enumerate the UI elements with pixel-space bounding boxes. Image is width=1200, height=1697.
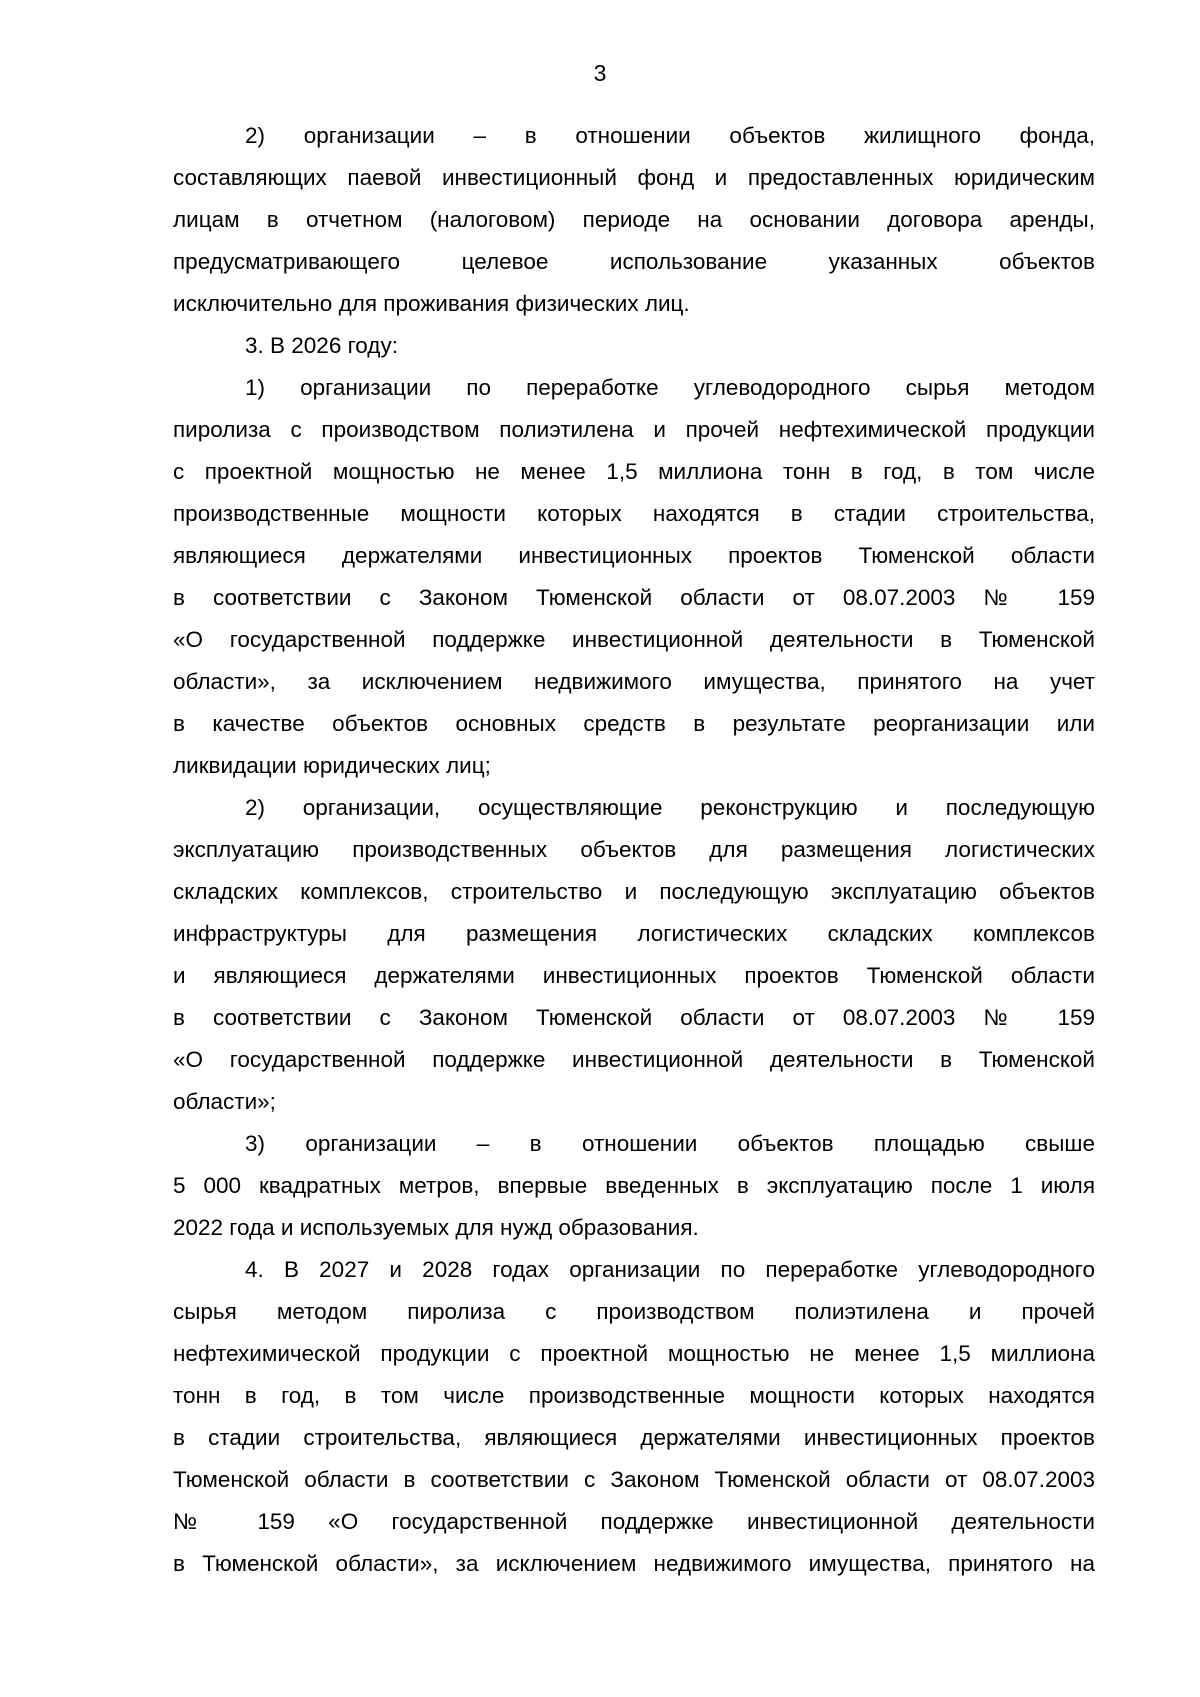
text-line: 3) организации – в отношении объектов площадью свыше bbox=[245, 1131, 1095, 1156]
text-line: производственные мощности которых находятся в стадии строительства, bbox=[173, 501, 1095, 526]
text-line: инфраструктуры для размещения логистических складских комплексов bbox=[173, 921, 1095, 946]
text-line: области», за исключением недвижимого имущества, принятого на учет bbox=[173, 669, 1095, 694]
paragraph-pyrolysis-2026 bbox=[173, 367, 1095, 787]
document-body bbox=[173, 115, 1095, 1585]
text-line: сырья методом пиролиза с производством полиэтилена и прочей bbox=[173, 1299, 1095, 1324]
text-line: исключительно для проживания физических лиц. bbox=[173, 291, 690, 316]
text-line: в стадии строительства, являющиеся держателями инвестиционных проектов bbox=[173, 1425, 1095, 1450]
text-line: 2022 года и используемых для нужд образования. bbox=[173, 1215, 699, 1240]
text-line: «О государственной поддержке инвестиционной деятельности в Тюменской bbox=[173, 627, 1095, 652]
paragraph-logistics bbox=[173, 787, 1095, 1123]
text-line: и являющиеся держателями инвестиционных проектов Тюменской области bbox=[173, 963, 1095, 988]
text-line: пиролиза с производством полиэтилена и прочей нефтехимической продукции bbox=[173, 417, 1095, 442]
text-line: 2) организации – в отношении объектов жилищного фонда, bbox=[245, 123, 1095, 148]
text-line: 2) организации, осуществляющие реконструкцию и последующую bbox=[245, 795, 1095, 820]
text-line: в соответствии с Законом Тюменской области от 08.07.2003 № 159 bbox=[173, 1005, 1095, 1030]
text-line: «О государственной поддержке инвестиционной деятельности в Тюменской bbox=[173, 1047, 1095, 1072]
text-line: № 159 «О государственной поддержке инвестиционной деятельности bbox=[173, 1509, 1095, 1534]
text-line: Тюменской области в соответствии с Законом Тюменской области от 08.07.2003 bbox=[173, 1467, 1095, 1492]
paragraph-years-2027-2028 bbox=[173, 1249, 1095, 1585]
text-line: составляющих паевой инвестиционный фонд и предоставленных юридическим bbox=[173, 165, 1095, 190]
paragraph-year-2026-heading bbox=[173, 325, 1095, 367]
text-line: предусматривающего целевое использование указанных объектов bbox=[173, 249, 1095, 274]
text-line: области»; bbox=[173, 1089, 276, 1114]
text-line: складских комплексов, строительство и последующую эксплуатацию объектов bbox=[173, 879, 1095, 904]
text-line: тонн в год, в том числе производственные мощности которых находятся bbox=[173, 1383, 1095, 1408]
text-line: являющиеся держателями инвестиционных проектов Тюменской области bbox=[173, 543, 1095, 568]
text-line: с проектной мощностью не менее 1,5 миллиона тонн в год, в том числе bbox=[173, 459, 1095, 484]
text-line: лицам в отчетном (налоговом) периоде на основании договора аренды, bbox=[173, 207, 1095, 232]
text-line: в Тюменской области», за исключением недвижимого имущества, принятого на bbox=[173, 1551, 1095, 1576]
text-line: в качестве объектов основных средств в результате реорганизации или bbox=[173, 711, 1095, 736]
text-line: эксплуатацию производственных объектов для размещения логистических bbox=[173, 837, 1095, 862]
text-line: 5 000 квадратных метров, впервые введенных в эксплуатацию после 1 июля bbox=[173, 1173, 1095, 1198]
text-line: нефтехимической продукции с проектной мощностью не менее 1,5 миллиона bbox=[173, 1341, 1095, 1366]
text-line: 1) организации по переработке углеводородного сырья методом bbox=[245, 375, 1095, 400]
page-number: 3 bbox=[593, 60, 607, 86]
paragraph-education-objects bbox=[173, 1123, 1095, 1249]
paragraph-housing-fund bbox=[173, 115, 1095, 325]
text-line: 4. В 2027 и 2028 годах организации по переработке углеводородного bbox=[245, 1257, 1095, 1282]
text-line: в соответствии с Законом Тюменской области от 08.07.2003 № 159 bbox=[173, 585, 1095, 610]
text-line: ликвидации юридических лиц; bbox=[173, 753, 491, 778]
text-line: 3. В 2026 году: bbox=[245, 333, 398, 358]
